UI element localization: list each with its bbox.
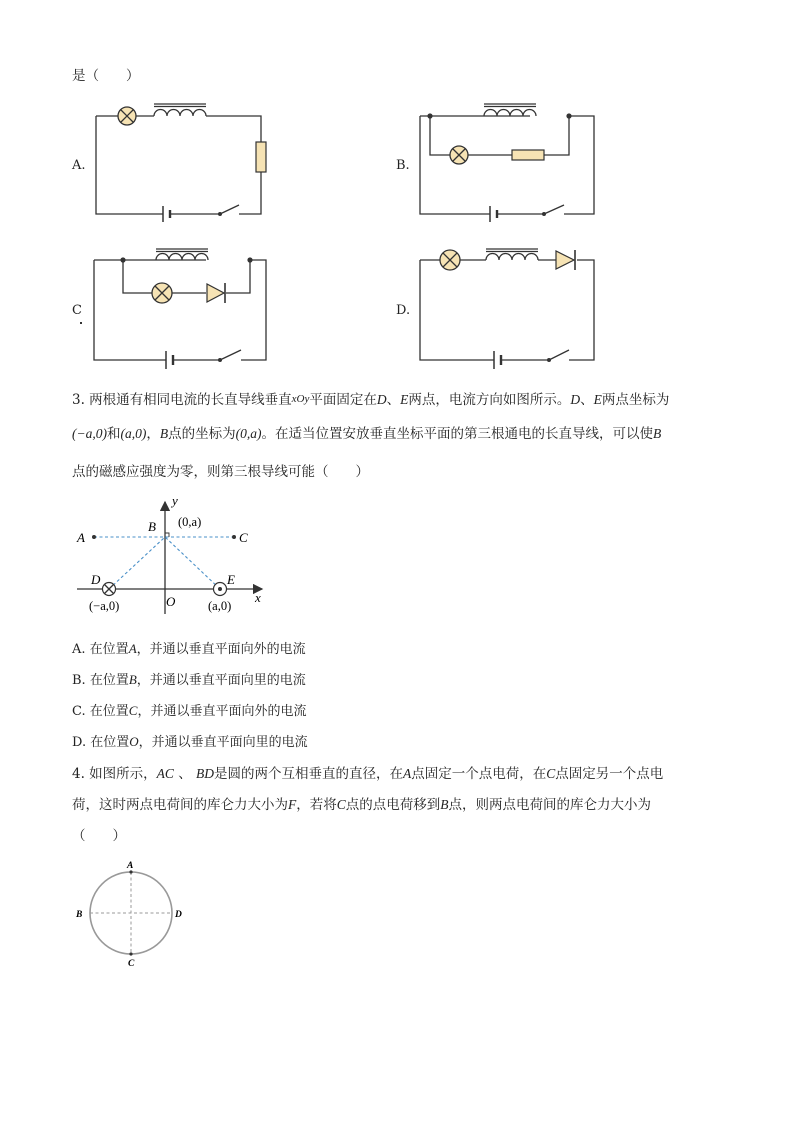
lamp-icon (118, 107, 136, 125)
inductor-icon (154, 104, 206, 116)
point-a (92, 535, 96, 539)
option-text: ，并通以垂直平面向里的电流 (138, 735, 308, 750)
q3-option-a (72, 640, 306, 659)
point-d-label: D (91, 572, 101, 587)
y-axis-label: y (172, 493, 178, 508)
q3-text: 平面固定在 (309, 392, 377, 408)
option-text: ，并通以垂直平面向外的电流 (136, 642, 306, 657)
option-key: D. (72, 735, 87, 750)
option-text: 在位置 (89, 673, 129, 688)
q4-diameter-symbol: AC (156, 766, 174, 781)
point-e-label: E (227, 572, 235, 587)
option-text: ，并通以垂直平面向里的电流 (136, 673, 306, 688)
q3-coordinate-figure (72, 492, 272, 620)
point-b-label: B (148, 519, 156, 534)
lamp-icon (152, 283, 172, 303)
stray-dot (80, 322, 82, 324)
point-c (232, 535, 236, 539)
q4-text: 点，则两点电荷间的库仑力大小为 (448, 797, 652, 813)
q3-point-symbol: D (570, 392, 581, 407)
circuit-diagram-c (90, 244, 280, 369)
q4-point-symbol: C (336, 797, 346, 812)
q3-text: 两点，电流方向如图所示。 (408, 392, 571, 408)
option-text: 在位置 (89, 642, 129, 657)
q2-option-a-label: A. (72, 158, 86, 173)
q4-force-symbol: F (288, 797, 297, 812)
q3-plane-symbol: xOy (291, 393, 310, 405)
q3-point-symbol: B (159, 426, 169, 441)
q4-line-3: （ ） (72, 828, 126, 844)
diode-icon (207, 283, 225, 303)
point-c-label: C (128, 959, 135, 969)
q4-circle-figure (72, 855, 192, 970)
circuit-diagram-a (90, 100, 280, 225)
q4-line-1 (72, 765, 663, 783)
point-d-coordinate: (−a,0) (89, 599, 120, 613)
option-key: B. (72, 673, 86, 688)
q2-stem-tail: 是（ ） (72, 68, 140, 84)
option-key: C. (72, 704, 86, 719)
battery-icon (490, 206, 497, 222)
q2-option-c-label: C (72, 303, 82, 318)
q4-point-symbol: A (403, 766, 412, 781)
q4-point-symbol: C (546, 766, 556, 781)
q4-text: 点固定一个点电荷，在 (411, 766, 547, 782)
switch-icon (542, 205, 564, 216)
q3-text: 、 (580, 392, 594, 408)
q2-option-d-label: D. (396, 303, 411, 318)
option-text: 在位置 (89, 704, 129, 719)
q3-line-3: 点的磁感应强度为零，则第三根导线可能（ ） (72, 464, 369, 480)
q3-point-symbol: D (376, 392, 387, 407)
origin-label: O (166, 594, 176, 609)
q3-line-1 (72, 390, 669, 409)
point-b-coordinate: (0,a) (178, 515, 202, 529)
q3-option-c (72, 702, 306, 721)
resistor-icon (512, 150, 544, 160)
charge-c (129, 952, 132, 955)
q4-text: 、 (178, 766, 192, 782)
current-out-of-page-icon (214, 583, 227, 596)
point-e-coordinate: (a,0) (208, 599, 232, 613)
switch-icon (218, 350, 241, 362)
q3-coordinate: (a,0) (120, 426, 147, 441)
option-text: ，并通以垂直平面向外的电流 (137, 704, 307, 719)
point-b-label: B (76, 910, 83, 920)
q3-coordinate: (0,a) (235, 426, 262, 441)
q2-option-b-label: B. (396, 158, 410, 173)
point-d-label: D (175, 910, 182, 920)
q3-option-b (72, 671, 306, 690)
option-position: A (128, 641, 137, 656)
circuit-diagram-d (414, 244, 604, 369)
option-position: B (128, 672, 137, 687)
q3-text: 、 (386, 392, 401, 408)
circuit-diagram-b (414, 100, 604, 225)
point-c-label: C (239, 530, 248, 545)
inductor-icon (156, 249, 208, 260)
option-key: A. (72, 642, 86, 657)
q3-text: 两点坐标为 (601, 392, 670, 408)
q3-line-2 (72, 425, 661, 443)
q3-text: 和 (106, 426, 121, 442)
lamp-icon (450, 146, 468, 164)
diode-icon (556, 250, 575, 270)
option-position: C (128, 703, 138, 718)
x-axis-label: x (255, 590, 261, 605)
battery-icon (494, 351, 501, 369)
q3-point-symbol: E (400, 392, 409, 407)
q3-point-symbol: B (652, 426, 662, 441)
point-a-label: A (127, 861, 134, 871)
current-into-page-icon (103, 583, 116, 596)
q4-text: 4. 如图所示， (72, 766, 157, 782)
battery-icon (166, 351, 173, 369)
q4-text: ，若将 (296, 797, 337, 813)
battery-icon (163, 206, 170, 222)
option-position: O (129, 734, 139, 749)
q4-text: 是圆的两个互相垂直的直径，在 (214, 766, 404, 782)
q3-text: 。在适当位置安放垂直坐标平面的第三根通电的长直导线，可以使 (261, 426, 653, 442)
q3-coordinate: (−a,0) (72, 426, 107, 441)
inductor-icon (486, 249, 538, 260)
q3-text: 点的坐标为 (168, 426, 236, 442)
q3-point-symbol: E (593, 392, 602, 407)
inductor-icon (484, 104, 536, 116)
option-text: 在位置 (90, 735, 130, 750)
q4-text: 点固定另一个点电 (555, 766, 664, 782)
point-a-label: A (77, 530, 85, 545)
q4-diameter-symbol: BD (196, 766, 215, 781)
switch-icon (218, 205, 239, 216)
q3-text: ， (146, 426, 160, 442)
q3-option-d (72, 733, 308, 752)
q4-line-2 (72, 796, 651, 814)
q4-text: 点的点电荷移到 (345, 797, 441, 813)
resistor-icon (256, 142, 266, 172)
q3-text: 3. 两根通有相同电流的长直导线垂直 (72, 392, 292, 408)
q4-text: 荷，这时两点电荷间的库仑力大小为 (72, 797, 288, 813)
lamp-icon (440, 250, 460, 270)
switch-icon (547, 350, 569, 362)
q4-point-symbol: B (440, 797, 449, 812)
